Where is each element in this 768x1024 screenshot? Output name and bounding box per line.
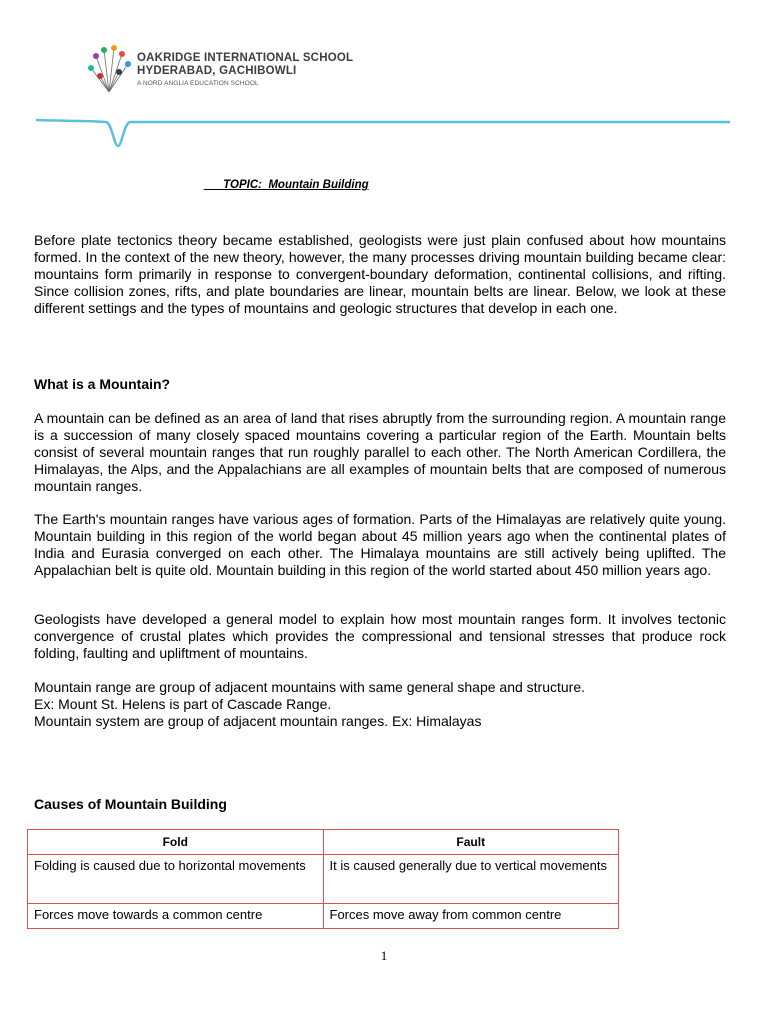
table-cell: Forces move towards a common centre: [28, 904, 324, 929]
logo-dot: [116, 69, 122, 75]
table-cell: Forces move away from common centre: [323, 904, 619, 929]
mountain-system-line: Mountain system are group of adjacent mountain ranges. Ex: Himalayas: [34, 713, 482, 729]
logo-dot: [97, 73, 103, 79]
fold-fault-table: [27, 829, 619, 929]
table-header-fold: Fold: [28, 830, 324, 855]
logo-dot: [125, 61, 131, 67]
mountain-range-example: Ex: Mount St. Helens is part of Cascade Range.: [34, 696, 332, 712]
table-row: [28, 904, 619, 929]
table-cell: Folding is caused due to horizontal movements: [28, 855, 324, 904]
table-header-row: [28, 830, 619, 855]
mountain-ages-paragraph: The Earth's mountain ranges have various ages of formation. Parts of the Himalayas are relatively quite young. Mountain building in this region of the world began about 45 million years ago when the continental plates of India and Eurasia converged on each other. The Himalaya mountains are still actively being uplifted. The Appalachian belt is quite old. Mountain building in this region of the world started about 450 million years ago.: [34, 511, 726, 578]
mountain-model-paragraph: Geologists have developed a general model to explain how most mountain ranges form. It involves tectonic convergence of crustal plates which provides the compressional and tensional stresses that produce rock folding, faulting and upliftment of mountains.: [34, 611, 726, 661]
page-header: [0, 0, 768, 150]
mountain-range-line: Mountain range are group of adjacent mountains with same general shape and structure.: [34, 679, 586, 695]
school-location: HYDERABAD, GACHIBOWLI: [137, 65, 297, 77]
logo-dot: [93, 53, 99, 59]
intro-paragraph: Before plate tectonics theory became established, geologists were just plain confused about how mountains formed. In the context of the new theory, however, the many processes driving mountain building became clear: mountains form primarily in response to convergent-boundary deformation, continental collisions, and rifting. Since collision zones, rifts, and plate boundaries are linear, mountain belts are linear. Below, we look at these different settings and the types of mountains and geologic structures that develop in each one.: [34, 232, 726, 316]
mountain-range-definition: [34, 679, 726, 730]
header-divider-wave: [36, 112, 730, 150]
school-name: OAKRIDGE INTERNATIONAL SCHOOL: [137, 52, 354, 64]
logo-dot: [88, 65, 94, 71]
section-heading-what-is-mountain: What is a Mountain?: [34, 376, 171, 392]
mountain-definition-paragraph: A mountain can be defined as an area of land that rises abruptly from the surrounding region. A mountain range is a succession of many closely spaced mountains covering a particular region of the Earth. Mountain belts consist of several mountain ranges that run roughly parallel to each other. The North American Cordillera, the Himalayas, the Alps, and the Appalachians are all examples of mountain belts that are composed of numerous mountain ranges.: [34, 410, 726, 494]
section-heading-causes: Causes of Mountain Building: [34, 796, 227, 812]
topic-title: ___TOPIC: Mountain Building: [204, 179, 369, 191]
table-row: [28, 855, 619, 904]
school-tagline: A NORD ANGLIA EDUCATION SCHOOL: [137, 80, 259, 87]
table-header-fault: Fault: [323, 830, 619, 855]
page-number: 1: [380, 948, 388, 963]
logo-dot: [111, 45, 117, 51]
table-cell: It is caused generally due to vertical movements: [323, 855, 619, 904]
school-logo: [86, 42, 132, 94]
logo-dot: [119, 51, 125, 57]
logo-dot: [101, 47, 107, 53]
